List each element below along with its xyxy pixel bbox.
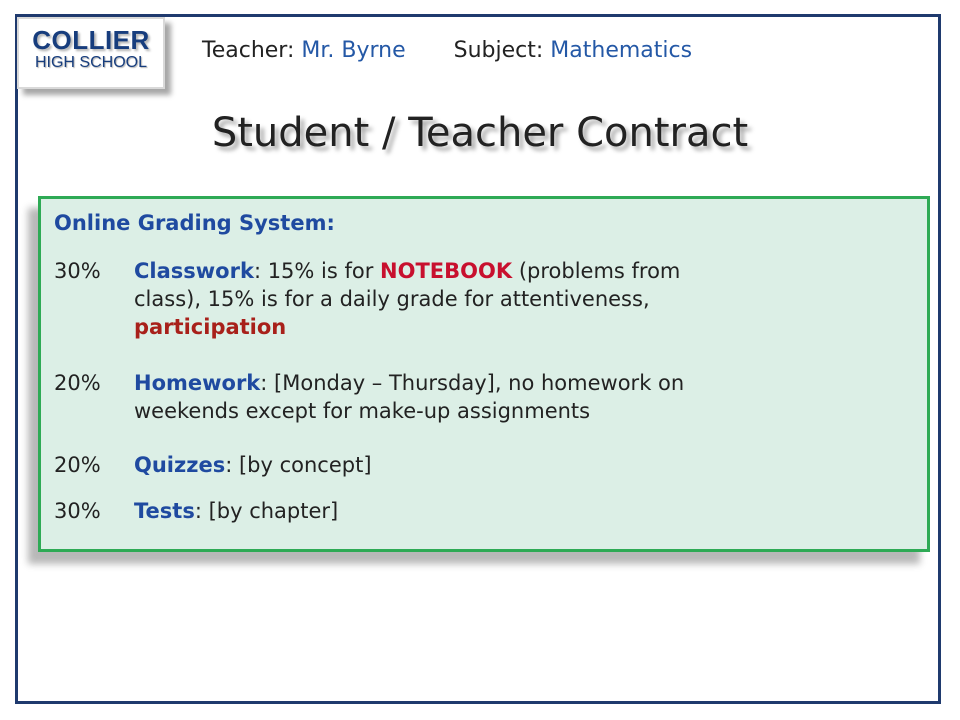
teacher-subject-header (202, 38, 692, 63)
grading-category: Classwork (134, 259, 254, 283)
teacher-label: Teacher: (202, 38, 295, 63)
grading-category: Tests (134, 499, 195, 523)
grading-percent: 20% (54, 453, 101, 477)
grading-text-line2: class), 15% is for a daily grade for attentiveness, (134, 287, 650, 311)
grading-percent: 30% (54, 499, 101, 523)
teacher-name: Mr. Byrne (301, 38, 406, 63)
grading-percent: 20% (54, 371, 101, 395)
grading-text: : [Monday – Thursday], no homework on (260, 371, 685, 395)
grading-text-b: (problems from (512, 259, 681, 283)
page-title: Student / Teacher Contract (211, 110, 749, 156)
grading-item-quizzes (54, 451, 914, 479)
grading-text-line2: weekends except for make-up assignments (134, 399, 591, 423)
logo-line-high-school: HIGH SCHOOL (34, 54, 147, 71)
grading-item-tests (54, 497, 914, 525)
participation-highlight: participation (134, 315, 287, 339)
school-logo (17, 17, 165, 89)
grading-text: : 15% is for (253, 259, 381, 283)
grading-category: Homework (134, 371, 261, 395)
grading-item-classwork (54, 257, 914, 341)
grading-heading: Online Grading System: (54, 211, 335, 235)
grading-panel (38, 196, 930, 552)
notebook-highlight: NOTEBOOK (380, 259, 513, 283)
grading-category: Quizzes (134, 453, 226, 477)
grading-item-homework (54, 369, 914, 425)
grading-percent: 30% (54, 259, 101, 283)
subject-name: Mathematics (550, 38, 693, 63)
subject-label: Subject: (453, 38, 544, 63)
grading-text: : [by concept] (225, 453, 372, 477)
grading-text: : [by chapter] (194, 499, 339, 523)
logo-line-collier: COLLIER (32, 25, 150, 55)
